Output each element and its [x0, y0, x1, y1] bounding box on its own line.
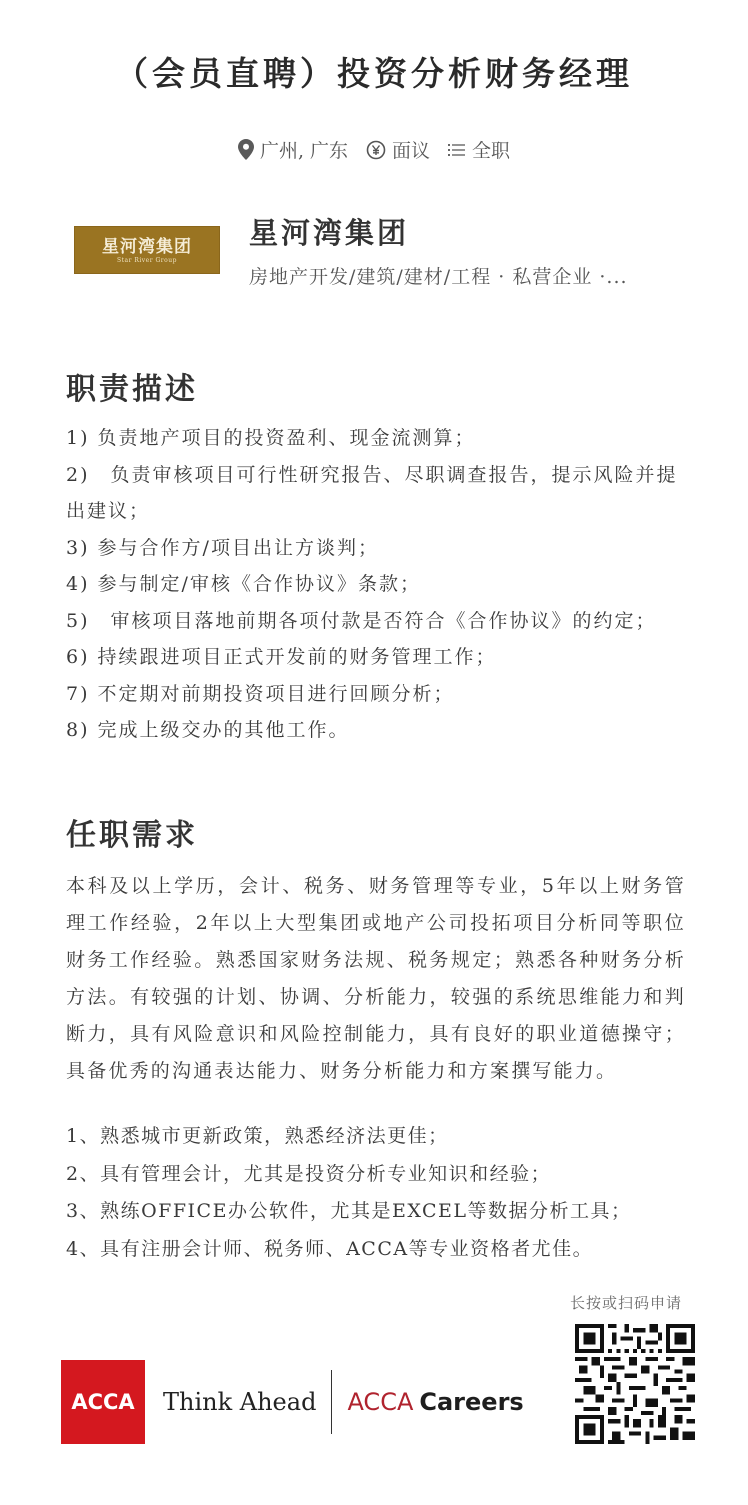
requirement-item: 4、具有注册会计师、税务师、ACCA等专业资格者尤佳。 [66, 1237, 594, 1260]
duty-item: 3) 参与合作方/项目出让方谈判； [66, 536, 379, 559]
requirements-list [66, 1118, 691, 1268]
acca-logo: ACCA [61, 1360, 145, 1444]
yuan-circle-icon [366, 140, 386, 160]
list-icon [448, 142, 466, 158]
job-meta [0, 136, 748, 163]
job-location [238, 136, 348, 163]
duty-item: 5) 审核项目落地前期各项付款是否符合《合作协议》的约定； [66, 609, 657, 632]
acca-tagline: Think Ahead [163, 1388, 317, 1416]
salary-text: 面议 [392, 140, 431, 162]
company-name: 星河湾集团 [249, 216, 410, 250]
map-pin-icon [238, 139, 254, 160]
duties-list [66, 420, 691, 749]
duty-item: 2) 负责审核项目可行性研究报告、尽职调查报告，提示风险并提出建议； [66, 463, 678, 522]
requirements-summary: 本科及以上学历，会计、税务、财务管理等专业，5年以上财务管理工作经验，2年以上大型集团或地产公司投拓项目分析同等职位财务工作经验。熟悉国家财务法规、税务规定；熟悉各种财务分析方法。有较强的计划、协调、分析能力，较强的系统思维能力和判断力，具有风险意识和风险控制能力，具有良好的职业道德操守；具备优秀的沟通表达能力、财务分析能力和方案撰写能力。 [66, 875, 686, 1082]
duty-item: 8) 完成上级交办的其他工作。 [66, 719, 350, 741]
acca-footer [61, 1360, 524, 1444]
requirements-heading: 任职需求 [66, 818, 198, 853]
job-salary [366, 136, 430, 163]
footer-divider [331, 1370, 332, 1434]
job-title: （会员直聘）投资分析财务经理 [115, 54, 633, 93]
location-text: 广州, 广东 [259, 140, 349, 162]
type-text: 全职 [472, 140, 511, 162]
requirement-item: 1、熟悉城市更新政策，熟悉经济法更佳； [66, 1125, 449, 1147]
qr-code-icon[interactable] [573, 1324, 697, 1444]
job-type [448, 136, 510, 163]
duty-item: 1) 负责地产项目的投资盈利、现金流测算； [66, 427, 476, 449]
duties-heading: 职责描述 [66, 372, 198, 407]
requirement-item: 2、具有管理会计，尤其是投资分析专业知识和经验； [66, 1162, 552, 1185]
company-description: 房地产开发/建筑/建材/工程 · 私营企业 ·... [249, 266, 628, 288]
duty-item: 6) 持续跟进项目正式开发前的财务管理工作； [66, 646, 497, 668]
qr-hint: 长按或扫码申请 [570, 1294, 683, 1312]
acca-careers-logo: ACCA Careers [347, 1388, 524, 1416]
company-logo: 星河湾集团 Star River Group [74, 226, 220, 274]
requirement-item: 3、熟练OFFICE办公软件，尤其是EXCEL等数据分析工具； [66, 1200, 632, 1222]
duty-item: 7) 不定期对前期投资项目进行回顾分析； [66, 682, 455, 705]
duty-item: 4) 参与制定/审核《合作协议》条款； [66, 573, 421, 595]
company-card[interactable] [74, 214, 628, 289]
